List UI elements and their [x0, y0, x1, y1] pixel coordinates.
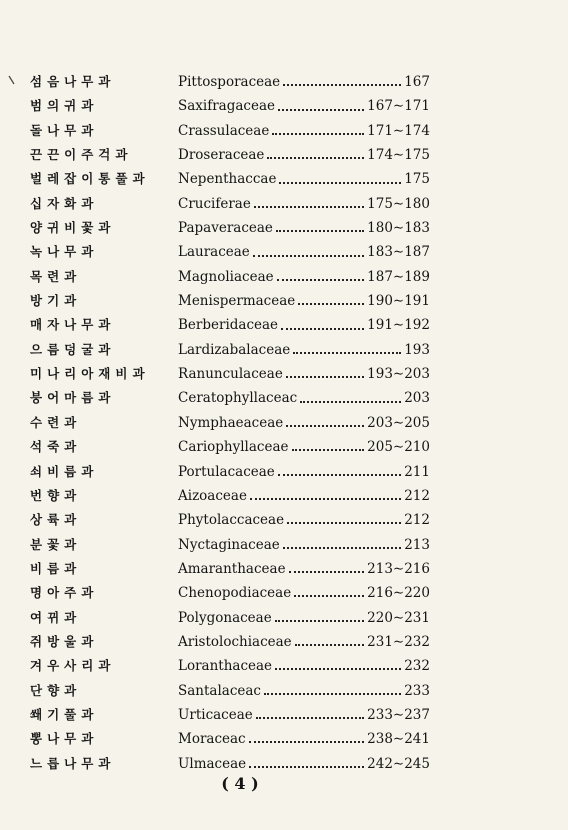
korean-family-name: 미나리아재비과: [30, 366, 150, 382]
latin-family-name: Lauraceae: [178, 244, 250, 261]
korean-family-name: 양귀비꽃과: [30, 220, 116, 236]
dot-leader: [275, 620, 364, 622]
page-range: 175: [404, 171, 430, 188]
latin-family-name: Portulacaceae: [178, 463, 275, 480]
toc-entry: [30, 192, 430, 216]
latin-family-name: Aizoaceae: [178, 487, 247, 504]
page-range: 242∼245: [367, 755, 430, 772]
dot-leader: [253, 255, 364, 257]
latin-entry: [178, 533, 430, 557]
page-number: ( 4 ): [221, 774, 259, 793]
page-range: 213∼216: [367, 560, 430, 577]
dot-leader: [267, 157, 364, 159]
table-of-contents: [30, 70, 430, 776]
latin-family-name: Berberidaceae: [178, 317, 279, 334]
latin-entry: [178, 654, 430, 678]
latin-entry: [178, 606, 430, 630]
page-range: 203∼205: [367, 414, 430, 431]
latin-entry: [178, 508, 430, 532]
korean-family-name: 비름과: [30, 560, 82, 576]
page-range: 212: [404, 512, 430, 529]
page-range: 213: [404, 536, 430, 553]
toc-entry: [30, 606, 430, 630]
latin-entry: [178, 192, 430, 216]
page-range: 203: [404, 390, 430, 407]
toc-entry: [30, 508, 430, 532]
toc-entry: [30, 484, 430, 508]
korean-family-name: 단향과: [30, 682, 82, 698]
dot-leader: [281, 328, 364, 330]
latin-entry: [178, 679, 430, 703]
korean-family-name: 석죽과: [30, 439, 82, 455]
dot-leader: [256, 717, 364, 719]
latin-entry: [178, 338, 430, 362]
latin-entry: [178, 313, 430, 337]
latin-family-name: Papaveraceae: [178, 220, 273, 237]
latin-family-name: Crassulaceae: [178, 122, 270, 139]
latin-entry: [178, 289, 430, 313]
latin-entry: [178, 581, 430, 605]
dot-leader: [286, 376, 364, 378]
dot-leader: [287, 522, 401, 524]
korean-family-name: 느릅나무과: [30, 755, 116, 771]
page-range: 167: [404, 74, 430, 90]
korean-family-name: 벌레잡이통풀과: [30, 171, 150, 187]
dot-leader: [283, 547, 401, 549]
page-range: 212: [404, 487, 430, 504]
latin-entry: [178, 752, 430, 776]
latin-entry: [178, 411, 430, 435]
toc-entry: [30, 119, 430, 143]
page-range: 187∼189: [367, 268, 430, 285]
page-range: 233∼237: [367, 706, 430, 723]
page-range: 193∼203: [367, 366, 430, 383]
toc-entry: [30, 240, 430, 264]
toc-entry: [30, 703, 430, 727]
latin-entry: [178, 362, 430, 386]
dot-leader: [264, 693, 401, 695]
korean-family-name: 쇠비름과: [30, 463, 99, 479]
korean-family-name: 매자나무과: [30, 317, 116, 333]
latin-entry: [178, 265, 430, 289]
latin-entry: [178, 216, 430, 240]
korean-family-name: 겨우사리과: [30, 658, 116, 674]
toc-entry: [30, 167, 430, 191]
page-range: 216∼220: [367, 585, 430, 602]
dot-leader: [250, 498, 401, 500]
toc-entry: [30, 289, 430, 313]
dot-leader: [293, 352, 401, 354]
page-range: 220∼231: [367, 609, 430, 626]
latin-family-name: Polygonaceae: [178, 609, 272, 626]
latin-family-name: Santalaceac: [178, 682, 261, 699]
latin-family-name: Ceratophyllaceac: [178, 390, 298, 407]
page-range: 233: [404, 682, 430, 699]
toc-entry: [30, 460, 430, 484]
latin-family-name: Menispermaceae: [178, 293, 296, 310]
latin-entry: [178, 630, 430, 654]
toc-entry: [30, 216, 430, 240]
dot-leader: [277, 279, 365, 281]
latin-family-name: Magnoliaceae: [178, 268, 274, 285]
dot-leader: [249, 741, 365, 743]
toc-entry: [30, 654, 430, 678]
latin-entry: [178, 484, 430, 508]
latin-entry: [178, 435, 430, 459]
latin-entry: [178, 386, 430, 410]
toc-entry: [30, 70, 430, 94]
korean-family-name: 번향과: [30, 487, 82, 503]
korean-family-name: 십자화과: [30, 195, 99, 211]
korean-family-name: 명아주과: [30, 585, 99, 601]
latin-family-name: Aristolochiaceae: [178, 633, 292, 650]
latin-entry: [178, 727, 430, 751]
toc-entry: [30, 313, 430, 337]
latin-family-name: Phytolaccaceae: [178, 512, 285, 529]
toc-entry: [30, 533, 430, 557]
korean-family-name: 쥐방울과: [30, 633, 99, 649]
korean-family-name: 붕어마름과: [30, 390, 116, 406]
korean-family-name: 수련과: [30, 414, 82, 430]
toc-entry: [30, 386, 430, 410]
dot-leader: [272, 133, 364, 135]
dot-leader: [283, 84, 401, 86]
dot-leader: [286, 425, 364, 427]
toc-entry: [30, 143, 430, 167]
page-range: 231∼232: [367, 633, 430, 650]
page-range: 180∼183: [367, 220, 430, 237]
page-range: 232: [404, 658, 430, 675]
korean-family-name: 돌나무과: [30, 122, 99, 138]
dot-leader: [292, 449, 365, 451]
latin-family-name: Cariophyllaceae: [178, 439, 289, 456]
korean-family-name: 방기과: [30, 293, 82, 309]
toc-entry: [30, 338, 430, 362]
latin-family-name: Nymphaeaceae: [178, 414, 284, 431]
latin-family-name: Amaranthaceae: [178, 560, 286, 577]
page-range: 190∼191: [367, 293, 430, 310]
latin-entry: [178, 240, 430, 264]
page-range: 238∼241: [367, 731, 430, 748]
latin-entry: [178, 143, 430, 167]
toc-entry: [30, 679, 430, 703]
toc-entry: [30, 581, 430, 605]
dot-leader: [279, 182, 401, 184]
dot-leader: [254, 206, 364, 208]
latin-entry: [178, 460, 430, 484]
page-range: 205∼210: [367, 439, 430, 456]
latin-family-name: Urticaceae: [178, 706, 253, 723]
latin-entry: [178, 119, 430, 143]
dot-leader: [278, 109, 364, 111]
latin-family-name: Ranunculaceae: [178, 366, 283, 383]
dot-leader: [275, 668, 401, 670]
page-range: 174∼175: [367, 147, 430, 164]
toc-entry: [30, 411, 430, 435]
dot-leader: [300, 401, 401, 403]
latin-family-name: Cruciferae: [178, 195, 251, 212]
korean-family-name: 상륙과: [30, 512, 82, 528]
latin-family-name: Nepenthaccae: [178, 171, 277, 188]
latin-family-name: Nyctaginaceae: [178, 536, 280, 553]
latin-family-name: Moraceac: [178, 731, 246, 748]
korean-family-name: 으름덩굴과: [30, 341, 116, 357]
latin-family-name: Ulmaceae: [178, 755, 247, 772]
toc-entry: [30, 557, 430, 581]
latin-entry: [178, 557, 430, 581]
latin-family-name: Saxifragaceae: [178, 98, 276, 115]
korean-family-name: 분꽃과: [30, 536, 82, 552]
latin-entry: [178, 70, 430, 94]
dot-leader: [289, 571, 365, 573]
korean-family-name: 여뀌과: [30, 609, 82, 625]
latin-family-name: Pittosporaceae: [178, 74, 281, 90]
latin-family-name: Loranthaceae: [178, 658, 273, 675]
korean-family-name: 뽕나무과: [30, 731, 99, 747]
latin-family-name: Droseraceae: [178, 147, 265, 164]
latin-entry: [178, 167, 430, 191]
margin-mark: [8, 70, 16, 80]
korean-family-name: 녹나무과: [30, 244, 99, 260]
dot-leader: [278, 474, 401, 476]
korean-family-name: 쐐기풀과: [30, 706, 99, 722]
toc-entry: [30, 362, 430, 386]
page-range: 191∼192: [367, 317, 430, 334]
toc-entry: [30, 435, 430, 459]
page-range: 193: [404, 341, 430, 358]
toc-entry: [30, 752, 430, 776]
latin-entry: [178, 94, 430, 118]
page-range: 167∼171: [367, 98, 430, 115]
toc-entry: [30, 94, 430, 118]
dot-leader: [249, 766, 364, 768]
page-range: 175∼180: [367, 195, 430, 212]
toc-entry: [30, 630, 430, 654]
dot-leader: [276, 230, 364, 232]
korean-family-name: 목련과: [30, 268, 82, 284]
latin-family-name: Chenopodiaceae: [178, 585, 292, 602]
korean-family-name: 범의귀과: [30, 98, 99, 114]
korean-family-name: 섬음나무과: [30, 74, 116, 89]
dot-leader: [295, 644, 364, 646]
dot-leader: [294, 595, 364, 597]
page-range: 183∼187: [367, 244, 430, 261]
page-range: 171∼174: [367, 122, 430, 139]
latin-entry: [178, 703, 430, 727]
toc-entry: [30, 727, 430, 751]
page-range: 211: [404, 463, 430, 480]
korean-family-name: 끈끈이주걱과: [30, 147, 133, 163]
toc-entry: [30, 265, 430, 289]
dot-leader: [298, 303, 364, 305]
latin-family-name: Lardizabalaceae: [178, 341, 291, 358]
